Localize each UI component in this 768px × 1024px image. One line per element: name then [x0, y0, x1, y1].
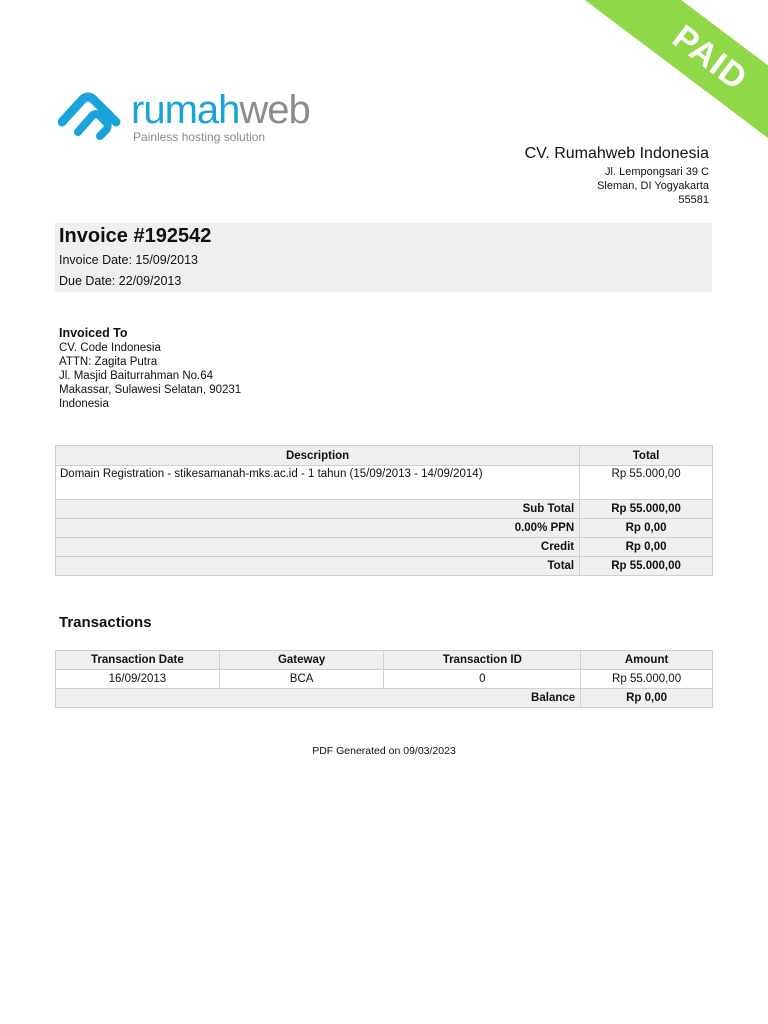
item-total: Rp 55.000,00 [580, 466, 713, 500]
subtotal-label: Sub Total [56, 500, 580, 519]
tax-value: Rp 0,00 [580, 519, 713, 538]
transaction-row [56, 670, 713, 689]
transaction-gateway: BCA [219, 670, 384, 689]
tax-label: 0.00% PPN [56, 519, 580, 538]
logo-mark-icon [58, 92, 126, 144]
total-header: Total [580, 446, 713, 466]
logo [58, 88, 328, 148]
total-row [56, 557, 713, 576]
invoice-due-date: Due Date: 22/09/2013 [59, 274, 182, 288]
invoiced-to-line: CV. Code Indonesia [59, 342, 161, 354]
transaction-date: 16/09/2013 [56, 670, 220, 689]
invoiced-to-line: Makassar, Sulawesi Selatan, 90231 [59, 384, 242, 396]
transaction-amount: Rp 55.000,00 [581, 670, 713, 689]
logo-wordmark [131, 88, 310, 133]
invoice-header [55, 223, 712, 292]
gateway-header: Gateway [219, 651, 384, 670]
company-address-1: Jl. Lempongsari 39 C [605, 166, 709, 178]
total-label: Total [56, 557, 580, 576]
item-description: Domain Registration - stikesamanah-mks.ac.id - 1 tahun (15/09/2013 - 14/09/2014) [56, 466, 580, 500]
transaction-id-header: Transaction ID [384, 651, 581, 670]
subtotal-value: Rp 55.000,00 [580, 500, 713, 519]
transactions-table [55, 650, 713, 708]
credit-label: Credit [56, 538, 580, 557]
company-postcode: 55581 [678, 194, 709, 206]
logo-tagline: Painless hosting solution [133, 130, 266, 144]
company-name: CV. Rumahweb Indonesia [524, 145, 709, 162]
logo-word-part1: rumah [131, 88, 240, 132]
company-block [525, 145, 709, 207]
amount-header: Amount [581, 651, 713, 670]
credit-row [56, 538, 713, 557]
pdf-generated-footer: PDF Generated on 09/03/2023 [312, 745, 456, 757]
total-value: Rp 55.000,00 [580, 557, 713, 576]
balance-row [56, 689, 713, 708]
transactions-title: Transactions [59, 614, 152, 631]
paid-label: PAID [665, 17, 755, 98]
logo-word-part2: web [239, 88, 310, 132]
invoice-title: Invoice #192542 [59, 225, 212, 247]
subtotal-row [56, 500, 713, 519]
invoice-date: Invoice Date: 15/09/2013 [59, 253, 198, 267]
invoice-items-table [55, 445, 713, 576]
transactions-header-row [56, 651, 713, 670]
invoiced-to-line: Jl. Masjid Baiturrahman No.64 [59, 370, 214, 382]
invoiced-to-line: ATTN: Zagita Putra [59, 356, 158, 368]
invoiced-to-heading: Invoiced To [59, 326, 128, 340]
description-header: Description [56, 446, 580, 466]
item-row [56, 466, 713, 500]
company-address-2: Sleman, DI Yogyakarta [597, 180, 709, 192]
invoiced-to [59, 326, 241, 411]
transaction-id: 0 [384, 670, 581, 689]
transaction-date-header: Transaction Date [56, 651, 220, 670]
tax-row [56, 519, 713, 538]
balance-value: Rp 0,00 [581, 689, 713, 708]
items-header-row [56, 446, 713, 466]
credit-value: Rp 0,00 [580, 538, 713, 557]
invoiced-to-line: Indonesia [59, 398, 109, 410]
balance-label: Balance [56, 689, 581, 708]
